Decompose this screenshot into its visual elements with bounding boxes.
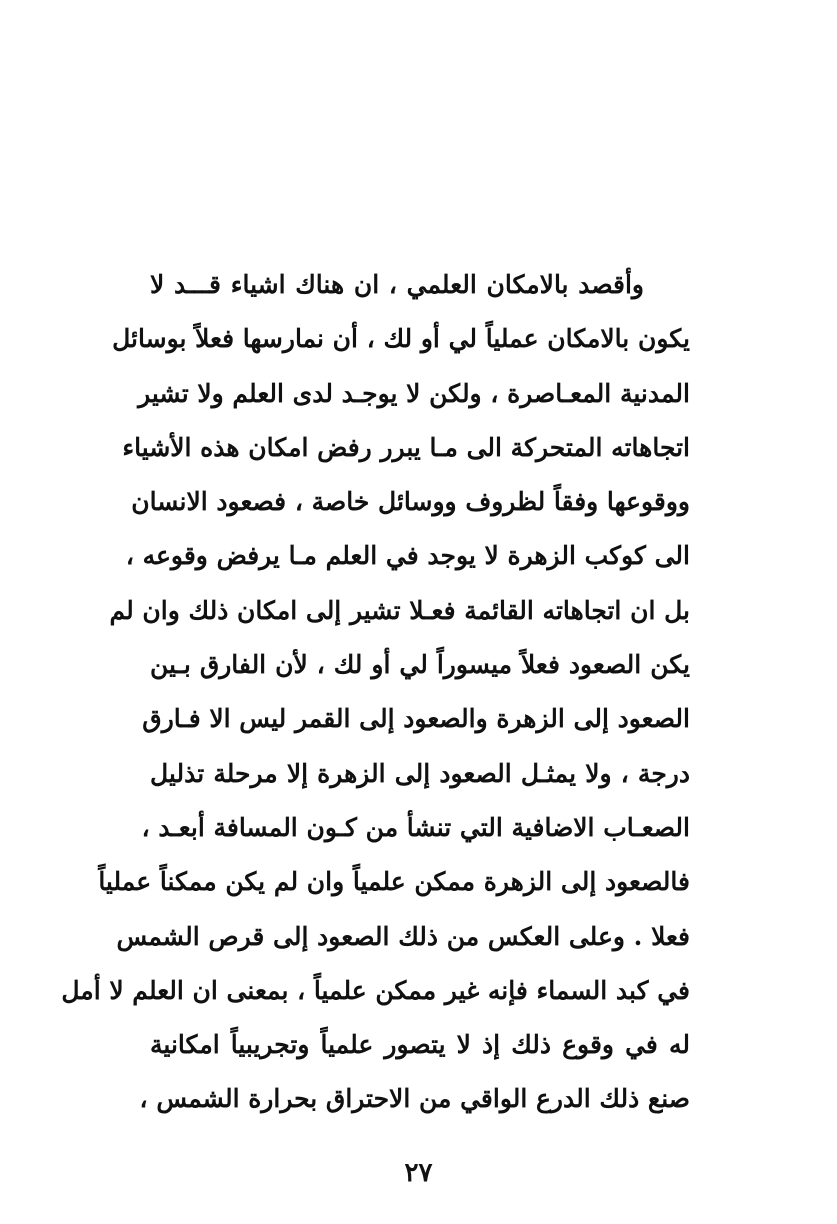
text-line: له في وقوع ذلك إذ لا يتصور علمياً وتجريبياً امكانية <box>150 1030 690 1060</box>
text-line: صنع ذلك الدرع الواقي من الاحتراق بحرارة الشمس ، <box>139 1084 690 1114</box>
text-line: في كبد السماء فإنه غير ممكن علمياً ، بمعنى ان العلم لا أمل <box>61 975 690 1005</box>
text-line: اتجاهاته المتحركة الى مـا يبرر رفض امكان هذه الأشياء <box>122 432 690 462</box>
text-line: الصعود إلى الزهرة والصعود إلى القمر ليس الا فـارق <box>142 704 690 734</box>
paragraph <box>61 258 690 1127</box>
page-number: ٢٧ <box>404 1158 433 1188</box>
text-line: ووقوعها وفقاً لظروف ووسائل خاصة ، فصعود الانسان <box>131 487 690 517</box>
text-line: المدنية المعـاصرة ، ولكن لا يوجـد لدى العلم ولا تشير <box>138 378 690 408</box>
text-line: يكن الصعود فعلاً ميسوراً لي أو لك ، لأن الفارق بـين <box>150 650 690 680</box>
text-line: فعلا . وعلى العكس من ذلك الصعود إلى قرص الشمس <box>116 921 690 951</box>
text-line: درجة ، ولا يمثـل الصعود إلى الزهرة إلا مرحلة تذليل <box>150 758 690 788</box>
text-line: الى كوكب الزهرة لا يوجد في العلم مـا يرفض وقوعه ، <box>125 541 690 571</box>
text-line: وأقصد بالامكان العلمي ، ان هناك اشياء قـــد لا <box>150 270 644 299</box>
text-line: الصعـاب الاضافية التي تنشأ من كـون المسافة أبعـد ، <box>141 812 690 842</box>
text-line: فالصعود إلى الزهرة ممكن علمياً وان لم يكن ممكناً عملياً <box>98 867 690 897</box>
text-line: بل ان اتجاهاته القائمة فعـلا تشير إلى امكان ذلك وان لم <box>109 595 690 625</box>
text-line: يكون بالامكان عملياً لي أو لك ، أن نمارسها فعلاً بوسائل <box>112 324 690 354</box>
